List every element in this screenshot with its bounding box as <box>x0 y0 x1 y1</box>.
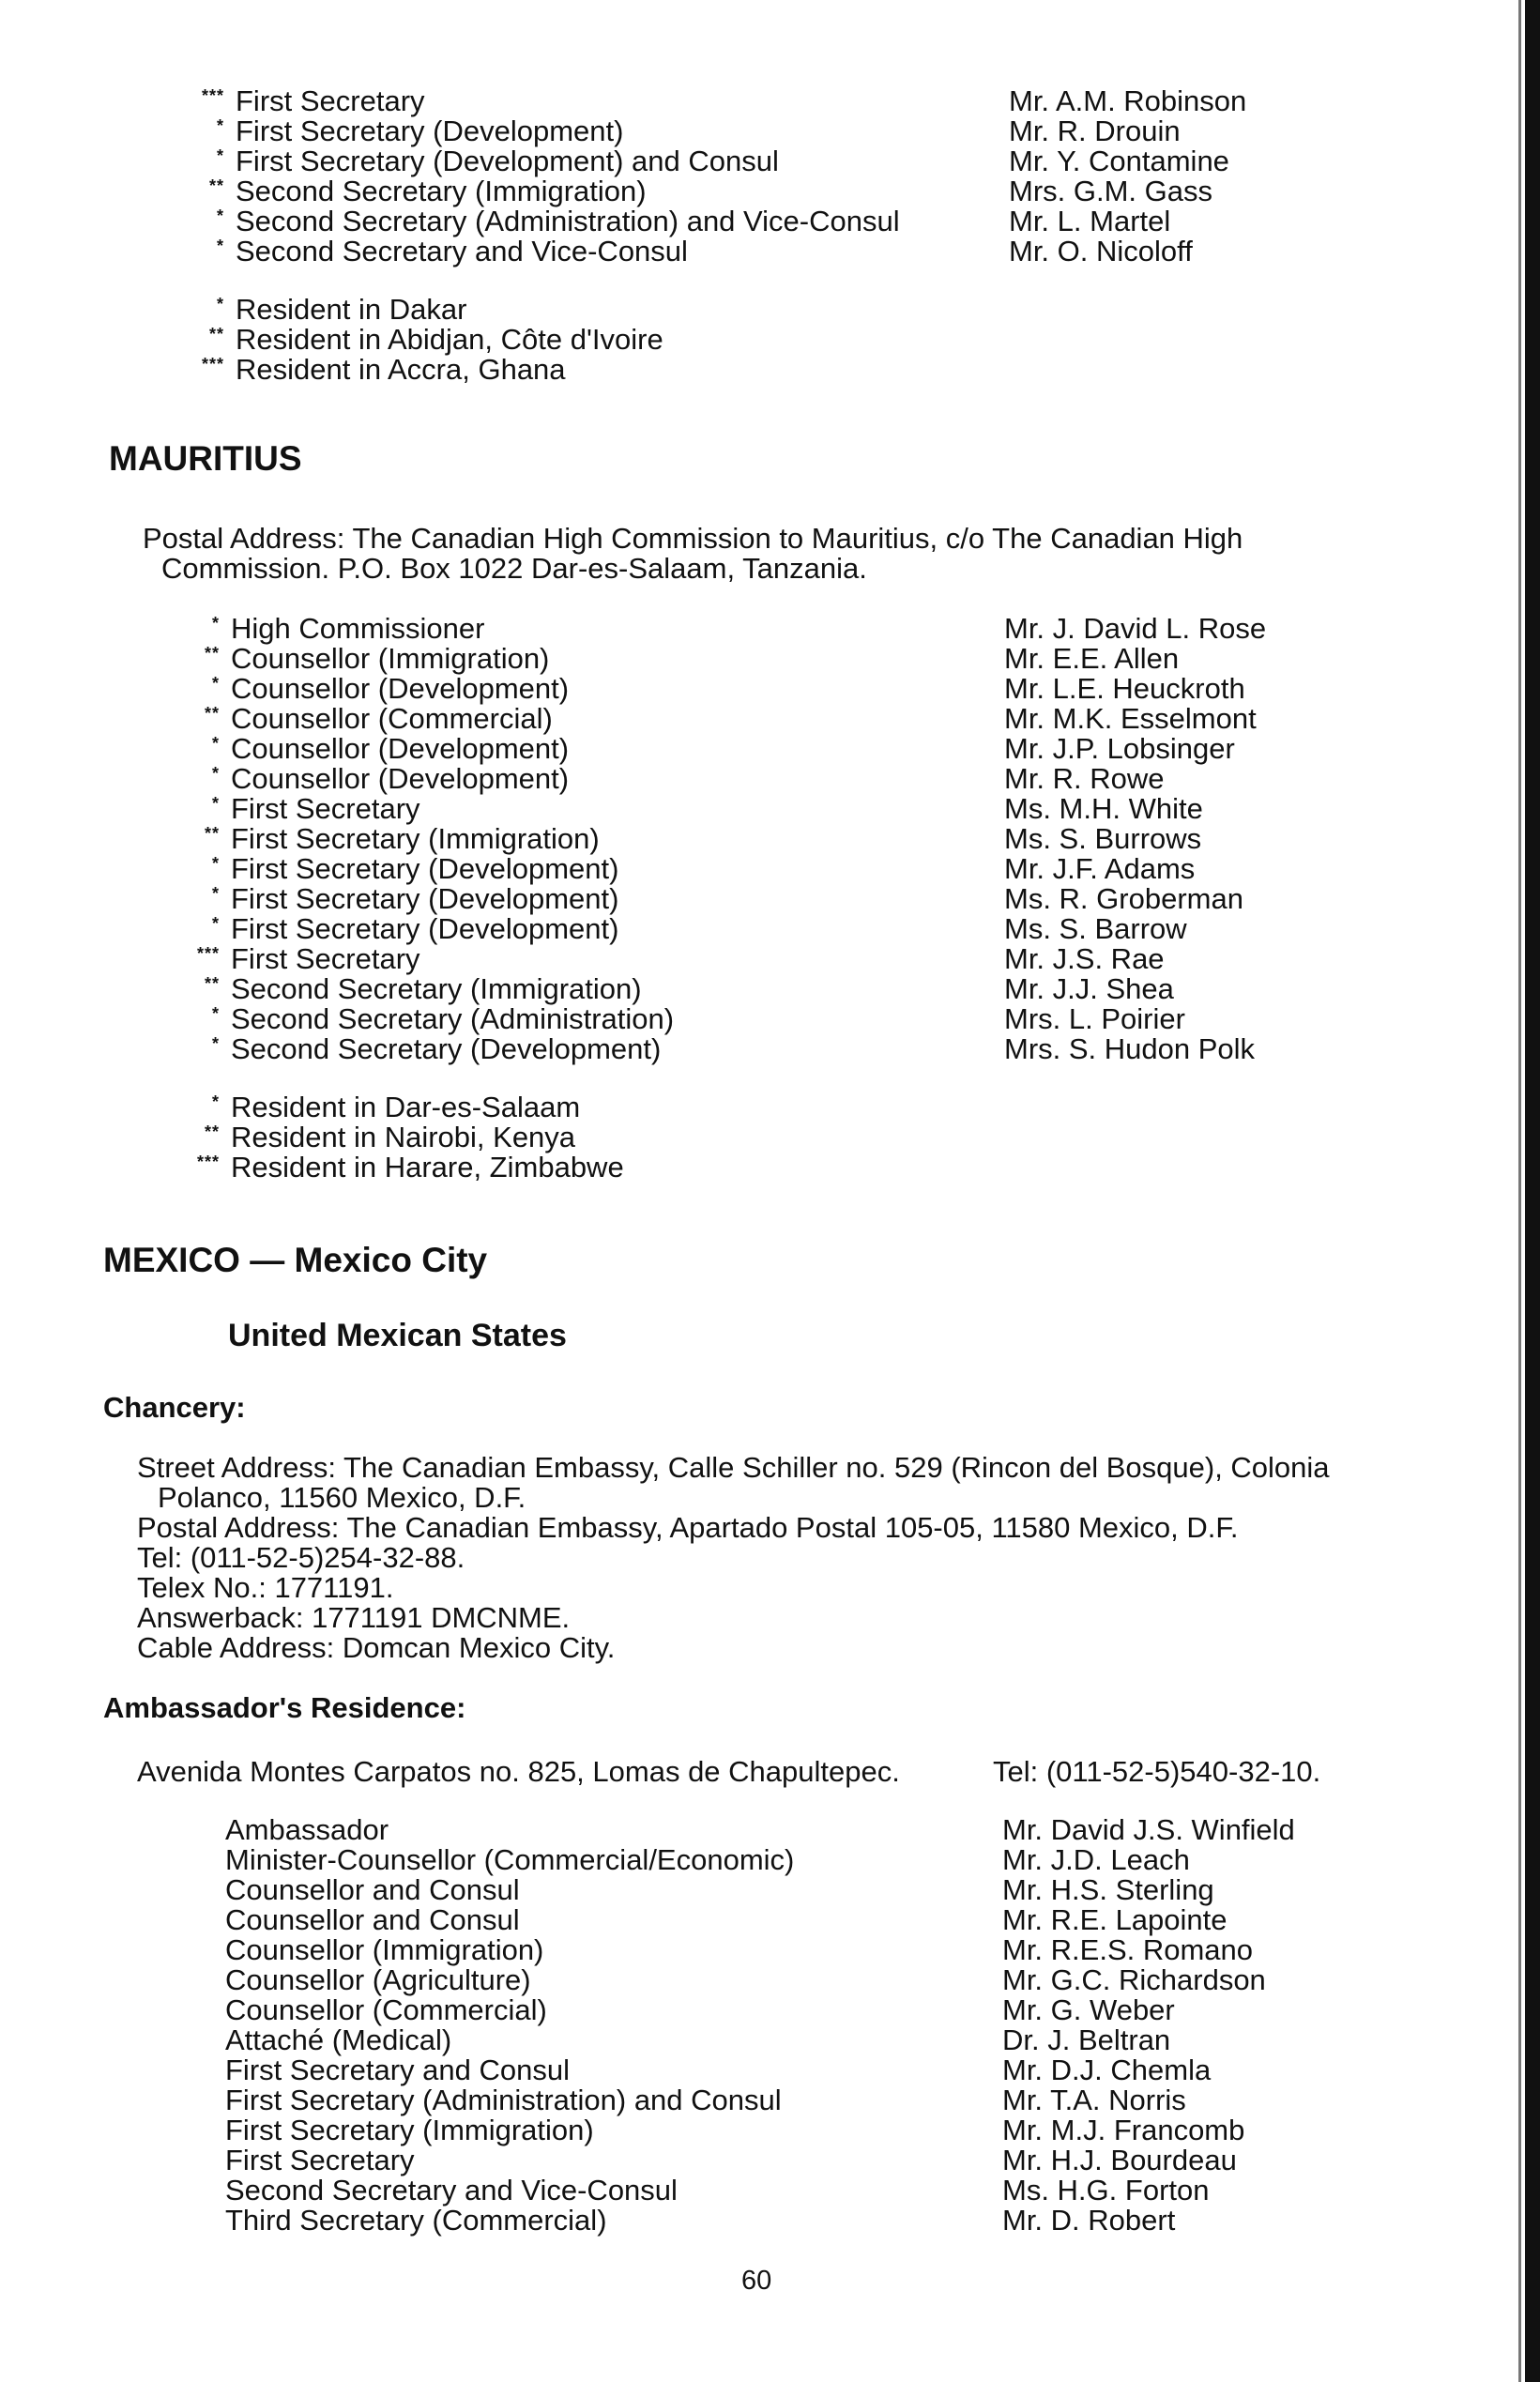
staff-name: Mr. David J.S. Winfield <box>1002 1813 1295 1846</box>
staff-title: First Secretary (Development) and Consul <box>236 145 779 177</box>
residence-address <box>137 1757 1357 1787</box>
page-number: 60 <box>741 2266 772 2296</box>
footnote-marker: * <box>211 764 220 783</box>
footnote-marker: * <box>211 1004 220 1023</box>
staff-name: Mr. H.S. Sterling <box>1002 1873 1214 1906</box>
staff-title: Second Secretary (Immigration) <box>236 175 647 207</box>
staff-name: Mr. J.F. Adams <box>1004 852 1196 885</box>
staff-title: Second Secretary (Administration) and Vice-Consul <box>236 205 900 237</box>
staff-title: Counsellor (Agriculture) <box>225 1963 531 1996</box>
footnote-marker: * <box>211 914 220 933</box>
staff-name: Mrs. L. Poirier <box>1004 1002 1185 1035</box>
staff-title: Ambassador <box>225 1813 389 1846</box>
footnote-marker: *** <box>196 944 220 963</box>
staff-title: Counsellor and Consul <box>225 1903 520 1936</box>
chancery-address <box>137 1453 1330 1663</box>
staff-title: Counsellor (Development) <box>231 732 570 765</box>
staff-name: Mr. H.J. Bourdeau <box>1002 2144 1237 2176</box>
footnote-marker: * <box>216 146 224 165</box>
staff-name: Ms. S. Barrow <box>1004 912 1187 945</box>
address-line: Telex No.: 1771191. <box>137 1571 394 1604</box>
note-text: Resident in Harare, Zimbabwe <box>231 1151 624 1183</box>
staff-title: Counsellor (Immigration) <box>225 1933 544 1966</box>
staff-name: Mr. R.E. Lapointe <box>1002 1903 1227 1936</box>
mexico-staff-list <box>225 1815 1351 2247</box>
staff-title: Counsellor (Development) <box>231 672 570 705</box>
staff-name: Mrs. G.M. Gass <box>1009 175 1212 207</box>
staff-title: Second Secretary (Immigration) <box>231 972 642 1005</box>
staff-title: First Secretary (Development) <box>231 882 619 915</box>
staff-name: Ms. H.G. Forton <box>1002 2174 1210 2206</box>
section-subheading: United Mexican States <box>228 1318 567 1353</box>
staff-title: First Secretary (Development) <box>231 852 619 885</box>
staff-title: First Secretary (Development) <box>231 912 619 945</box>
staff-name: Mr. J.P. Lobsinger <box>1004 732 1235 765</box>
staff-name: Mr. D. Robert <box>1002 2204 1176 2237</box>
footnote-marker: ** <box>208 325 224 344</box>
section-heading-mexico: MEXICO — Mexico City <box>103 1241 488 1279</box>
scan-edge-bar <box>1525 0 1540 2382</box>
staff-name: Ms. S. Burrows <box>1004 822 1202 855</box>
staff-name: Mr. M.J. Francomb <box>1002 2114 1245 2146</box>
address-line: Polanco, 11560 Mexico, D.F. <box>158 1481 526 1514</box>
note-text: Resident in Dakar <box>236 293 467 326</box>
staff-name: Mr. J.D. Leach <box>1002 1843 1190 1876</box>
staff-title: Second Secretary (Administration) <box>231 1002 675 1035</box>
footnote-marker: ** <box>208 176 224 195</box>
footnote-marker: *** <box>201 86 224 105</box>
staff-name: Mr. G. Weber <box>1002 1993 1175 2026</box>
note-text: Resident in Dar-es-Salaam <box>231 1091 581 1123</box>
staff-title: Counsellor (Commercial) <box>231 702 553 735</box>
mauritius-staff-list <box>160 614 1380 1074</box>
continued-staff-list <box>164 86 1384 274</box>
note-text: Resident in Accra, Ghana <box>236 353 566 386</box>
address-line: Postal Address: The Canadian Embassy, Apartado Postal 105-05, 11580 Mexico, D.F. <box>137 1511 1239 1544</box>
staff-name: Ms. R. Groberman <box>1004 882 1243 915</box>
staff-title: First Secretary <box>231 792 420 825</box>
footnote-marker: * <box>211 614 220 633</box>
staff-title: Counsellor and Consul <box>225 1873 520 1906</box>
staff-name: Mr. D.J. Chemla <box>1002 2054 1212 2086</box>
staff-title: First Secretary (Administration) and Consul <box>225 2084 782 2116</box>
staff-title: First Secretary <box>236 84 425 117</box>
footnote-marker: * <box>211 674 220 693</box>
staff-name: Mr. E.E. Allen <box>1004 642 1180 675</box>
staff-title: First Secretary (Immigration) <box>231 822 600 855</box>
residence-street: Avenida Montes Carpatos no. 825, Lomas de Chapultepec. <box>137 1755 900 1788</box>
staff-name: Mr. R. Rowe <box>1004 762 1165 795</box>
footnote-marker: * <box>211 794 220 813</box>
staff-name: Dr. J. Beltran <box>1002 2023 1171 2056</box>
staff-name: Mr. L.E. Heuckroth <box>1004 672 1245 705</box>
staff-name: Mr. T.A. Norris <box>1002 2084 1186 2116</box>
postal-line: Postal Address: The Canadian High Commission to Mauritius, c/o The Canadian High <box>143 522 1243 555</box>
footnote-marker: ** <box>204 704 220 723</box>
note-text: Resident in Nairobi, Kenya <box>231 1121 576 1153</box>
footnote-marker: *** <box>201 355 224 374</box>
staff-name: Ms. M.H. White <box>1004 792 1203 825</box>
staff-name: Mr. M.K. Esselmont <box>1004 702 1257 735</box>
mauritius-postal-address <box>143 524 1243 584</box>
address-line: Tel: (011-52-5)254-32-88. <box>137 1541 465 1574</box>
staff-name: Mr. G.C. Richardson <box>1002 1963 1266 1996</box>
footnote-marker: ** <box>204 644 220 663</box>
staff-name: Mr. A.M. Robinson <box>1009 84 1247 117</box>
footnote-marker: * <box>216 295 224 313</box>
footnote-marker: ** <box>204 1122 220 1141</box>
footnote-marker: * <box>216 206 224 225</box>
staff-title: Attaché (Medical) <box>225 2023 452 2056</box>
staff-name: Mr. L. Martel <box>1009 205 1171 237</box>
staff-title: High Commissioner <box>231 612 485 645</box>
staff-title: Third Secretary (Commercial) <box>225 2204 607 2237</box>
postal-line: Commission. P.O. Box 1022 Dar-es-Salaam, Tanzania. <box>161 552 867 585</box>
residence-phone: Tel: (011-52-5)540-32-10. <box>993 1755 1321 1788</box>
footnote-marker: * <box>211 1034 220 1053</box>
footnote-marker: * <box>216 116 224 135</box>
residence-label: Ambassador's Residence: <box>103 1691 466 1724</box>
chancery-label: Chancery: <box>103 1391 246 1424</box>
footnote-marker: ** <box>204 824 220 843</box>
staff-name: Mr. J.S. Rae <box>1004 942 1165 975</box>
staff-title: Counsellor (Commercial) <box>225 1993 547 2026</box>
address-line: Street Address: The Canadian Embassy, Calle Schiller no. 529 (Rincon del Bosque), Colonia <box>137 1451 1330 1484</box>
staff-name: Mr. R. Drouin <box>1009 115 1181 147</box>
footnote-marker: *** <box>196 1153 220 1171</box>
staff-title: First Secretary and Consul <box>225 2054 570 2086</box>
scan-edge-line <box>1518 0 1521 2382</box>
staff-title: First Secretary (Development) <box>236 115 624 147</box>
footnote-marker: * <box>211 1092 220 1111</box>
footnote-marker: * <box>211 734 220 753</box>
footnote-marker: ** <box>204 974 220 993</box>
staff-title: Counsellor (Immigration) <box>231 642 550 675</box>
staff-title: First Secretary (Immigration) <box>225 2114 594 2146</box>
mauritius-notes <box>160 1092 1004 1186</box>
staff-name: Mr. J. David L. Rose <box>1004 612 1267 645</box>
continued-notes <box>164 295 1009 389</box>
staff-title: First Secretary <box>231 942 420 975</box>
staff-name: Mr. Y. Contamine <box>1009 145 1229 177</box>
staff-name: Mr. O. Nicoloff <box>1009 235 1193 267</box>
staff-title: Minister-Counsellor (Commercial/Economic) <box>225 1843 795 1876</box>
section-heading-mauritius: MAURITIUS <box>109 439 302 478</box>
staff-title: Second Secretary (Development) <box>231 1032 662 1065</box>
address-line: Answerback: 1771191 DMCNME. <box>137 1601 571 1634</box>
address-line: Cable Address: Domcan Mexico City. <box>137 1631 616 1664</box>
footnote-marker: * <box>211 854 220 873</box>
staff-title: First Secretary <box>225 2144 415 2176</box>
staff-name: Mr. R.E.S. Romano <box>1002 1933 1254 1966</box>
staff-title: Second Secretary and Vice-Consul <box>225 2174 678 2206</box>
staff-title: Counsellor (Development) <box>231 762 570 795</box>
note-text: Resident in Abidjan, Côte d'Ivoire <box>236 323 663 356</box>
footnote-marker: * <box>216 237 224 255</box>
staff-title: Second Secretary and Vice-Consul <box>236 235 688 267</box>
staff-name: Mrs. S. Hudon Polk <box>1004 1032 1256 1065</box>
staff-name: Mr. J.J. Shea <box>1004 972 1174 1005</box>
footnote-marker: * <box>211 884 220 903</box>
